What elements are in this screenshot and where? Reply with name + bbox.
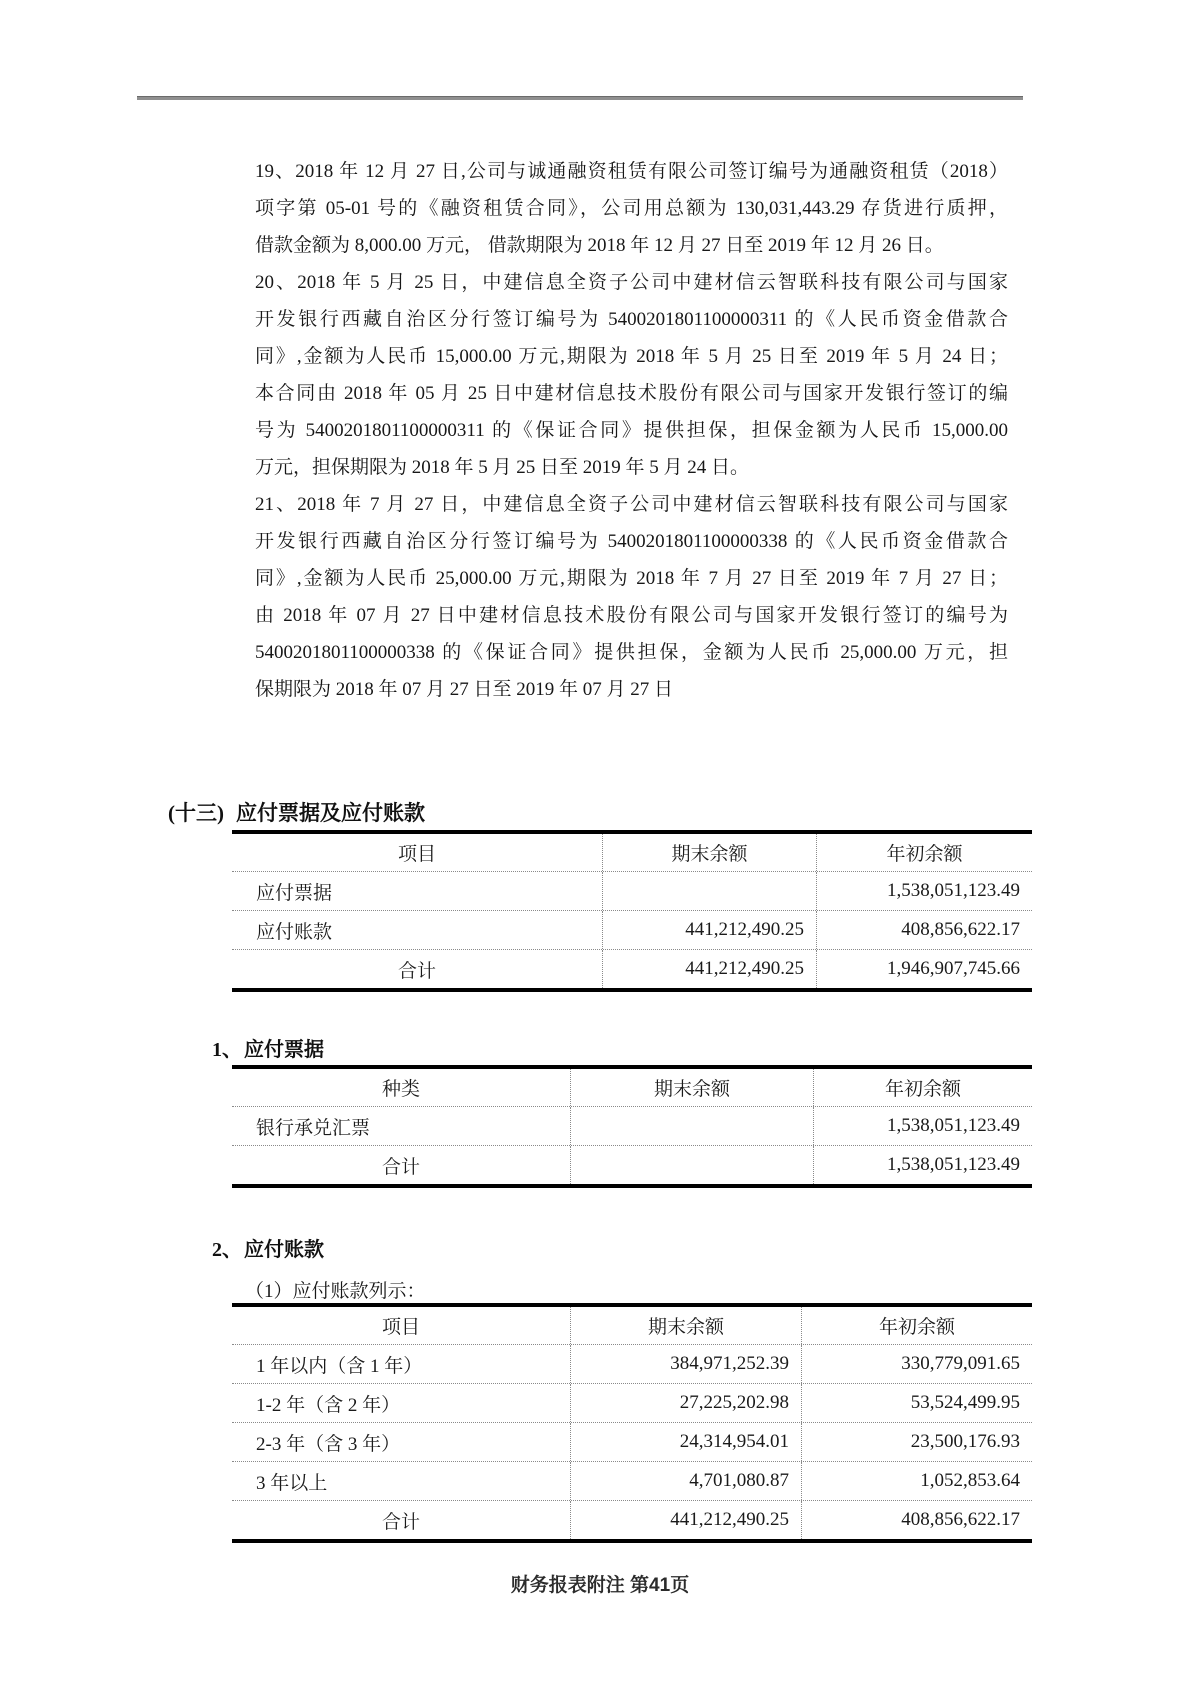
table-row <box>232 872 1032 911</box>
table-header-cell: 种类 <box>381 1079 420 1100</box>
closing-balance-cell: 441,212,490.25 <box>570 1501 801 1539</box>
opening-balance-cell: 1,946,907,745.66 <box>816 950 1032 988</box>
section-13-heading <box>168 797 425 827</box>
closing-balance-cell <box>570 1107 813 1145</box>
paragraph-line: 借款金额为 8,000.00 万元， 借款期限为 2018 年 12 月 27 日至 2019 年 12 月 26 日。 <box>255 235 944 256</box>
subsection-1-heading <box>212 1033 324 1062</box>
accounts-payable-list-label: （1）应付账款列示： <box>245 1281 426 1302</box>
closing-balance-cell: 441,212,490.25 <box>602 911 816 949</box>
row-label-cell: 3 年以上 <box>256 1472 328 1494</box>
notes-payable-table <box>232 1065 1032 1188</box>
closing-balance-cell <box>602 872 816 910</box>
table-header-cell: 年初余额 <box>813 1069 1032 1106</box>
paragraph-line: 20、2018 年 5 月 25 日，中建信息全资子公司中建材信云智联科技有限公司与国家 <box>255 272 1008 293</box>
closing-balance-cell: 384,971,252.39 <box>570 1345 801 1383</box>
table-total-row <box>232 1146 1032 1184</box>
subsection-2-number: 2、 <box>212 1239 242 1261</box>
table-header-cell: 期末余额 <box>570 1307 801 1344</box>
row-label-cell: 应付票据 <box>256 882 333 904</box>
paragraph <box>255 264 1008 486</box>
paragraph-line: 开发银行西藏自治区分行签订编号为 5400201801100000338 的《人民币资金借款合 <box>255 531 1008 552</box>
payables-summary-table <box>232 830 1032 992</box>
table-header-cell: 年初余额 <box>816 834 1032 871</box>
closing-balance-cell: 24,314,954.01 <box>570 1423 801 1461</box>
subsection-1-number: 1、 <box>212 1039 242 1061</box>
table-total-row <box>232 1501 1032 1539</box>
paragraph-line: 开发银行西藏自治区分行签订编号为 5400201801100000311 的《人民币资金借款合 <box>255 309 1008 330</box>
page-footer: 财务报表附注 第41页 <box>510 1575 690 1596</box>
table-row <box>232 1462 1032 1501</box>
row-label-cell: 合计 <box>381 1511 420 1533</box>
table-row <box>232 1423 1032 1462</box>
table-header-cell: 期末余额 <box>570 1069 813 1106</box>
paragraph-line: 同》,金额为人民币 15,000.00 万元,期限为 2018 年 5 月 25 日至 2019 年 5 月 24 日； <box>255 346 1008 367</box>
closing-balance-cell: 4,701,080.87 <box>570 1462 801 1500</box>
table-header-row <box>232 834 1032 872</box>
table-header-row <box>232 1069 1032 1107</box>
subsection-2-heading <box>212 1233 324 1262</box>
table-row <box>232 1345 1032 1384</box>
paragraph-line: 项字第 05-01 号的《融资租赁合同》，公司用总额为 130,031,443.29 存货进行质押， <box>255 198 1008 219</box>
paragraph-line: 万元，担保期限为 2018 年 5 月 25 日至 2019 年 5 月 24 日。 <box>255 457 750 478</box>
accounts-payable-aging-table <box>232 1303 1032 1543</box>
table-header-cell: 期末余额 <box>602 834 816 871</box>
row-label-cell: 2-3 年（含 3 年） <box>256 1433 401 1455</box>
subsection-1-title: 应付票据 <box>244 1039 324 1061</box>
opening-balance-cell: 1,052,853.64 <box>801 1462 1032 1500</box>
header-rule <box>137 96 1023 100</box>
opening-balance-cell: 1,538,051,123.49 <box>816 872 1032 910</box>
table-header-row <box>232 1307 1032 1345</box>
table-total-row <box>232 950 1032 988</box>
row-label-cell: 银行承兑汇票 <box>256 1117 371 1139</box>
row-label-cell: 1-2 年（含 2 年） <box>256 1394 401 1416</box>
opening-balance-cell: 23,500,176.93 <box>801 1423 1032 1461</box>
table-row <box>232 1384 1032 1423</box>
paragraph <box>255 153 1008 264</box>
section-13-number: (十三) <box>168 801 224 825</box>
body-paragraphs <box>255 153 1008 708</box>
closing-balance-cell: 27,225,202.98 <box>570 1384 801 1422</box>
closing-balance-cell: 441,212,490.25 <box>602 950 816 988</box>
table-row <box>232 1107 1032 1146</box>
paragraph-line: 5400201801100000338 的《保证合同》提供担保，金额为人民币 25,000.00 万元，担 <box>255 642 1008 663</box>
table-row <box>232 911 1032 950</box>
section-13-title: 应付票据及应付账款 <box>236 801 425 825</box>
paragraph-line: 号为 5400201801100000311 的《保证合同》提供担保，担保金额为人民币 15,000.00 <box>255 420 1008 441</box>
paragraph-line: 同》,金额为人民币 25,000.00 万元,期限为 2018 年 7 月 27 日至 2019 年 7 月 27 日； <box>255 568 1008 589</box>
row-label-cell: 应付账款 <box>256 921 333 943</box>
paragraph-line: 21、2018 年 7 月 27 日，中建信息全资子公司中建材信云智联科技有限公司与国家 <box>255 494 1008 515</box>
paragraph <box>255 486 1008 708</box>
subsection-2-title: 应付账款 <box>244 1239 324 1261</box>
table-header-cell: 年初余额 <box>801 1307 1032 1344</box>
opening-balance-cell: 408,856,622.17 <box>816 911 1032 949</box>
paragraph-line: 保期限为 2018 年 07 月 27 日至 2019 年 07 月 27 日 <box>255 679 674 700</box>
paragraph-line: 由 2018 年 07 月 27 日中建材信息技术股份有限公司与国家开发银行签订的编号为 <box>255 605 1008 626</box>
row-label-cell: 合计 <box>381 1156 420 1178</box>
row-label-cell: 合计 <box>397 960 436 982</box>
closing-balance-cell <box>570 1146 813 1184</box>
table-header-cell: 项目 <box>381 1317 420 1338</box>
paragraph-line: 本合同由 2018 年 05 月 25 日中建材信息技术股份有限公司与国家开发银行签订的编 <box>255 383 1008 404</box>
opening-balance-cell: 53,524,499.95 <box>801 1384 1032 1422</box>
opening-balance-cell: 408,856,622.17 <box>801 1501 1032 1539</box>
paragraph-line: 19、2018 年 12 月 27 日,公司与诚通融资租赁有限公司签订编号为通融资租赁（2018） <box>255 161 1008 182</box>
row-label-cell: 1 年以内（含 1 年） <box>256 1355 423 1377</box>
table-header-cell: 项目 <box>397 844 436 865</box>
opening-balance-cell: 330,779,091.65 <box>801 1345 1032 1383</box>
opening-balance-cell: 1,538,051,123.49 <box>813 1146 1032 1184</box>
opening-balance-cell: 1,538,051,123.49 <box>813 1107 1032 1145</box>
